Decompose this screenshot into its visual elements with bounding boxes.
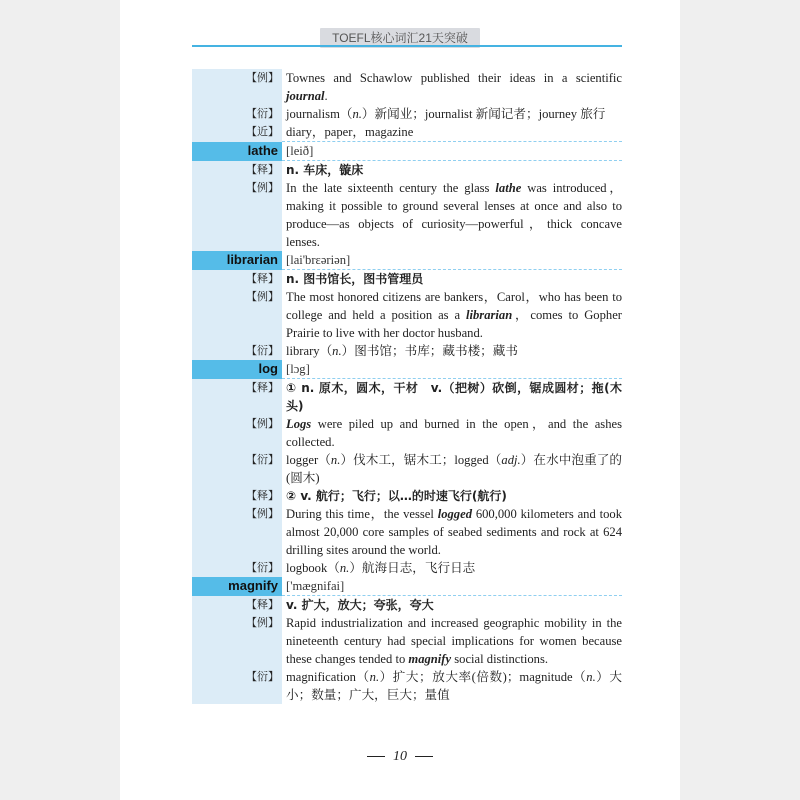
- page-number: 10: [120, 749, 680, 765]
- label-derivative: 【衍】: [192, 668, 282, 704]
- label-definition: 【释】: [192, 596, 282, 614]
- phonetic: ['mægnifai]: [282, 577, 622, 596]
- label-derivative: 【衍】: [192, 105, 282, 123]
- entry-list: [192, 69, 622, 704]
- label-example: 【例】: [192, 614, 282, 668]
- running-title: TOEFL核心词汇21天突破: [320, 28, 480, 48]
- headword-highlight: Logs: [286, 417, 312, 431]
- entry-librarian-derivatives: 【衍】 library（n.）图书馆；书库；藏书楼；藏书: [192, 342, 622, 360]
- entry-log-derivatives-1: 【衍】 logger（n.）伐木工，锯木工；logged（adj.）在水中泡重了的(圆木): [192, 451, 622, 487]
- label-synonym: 【近】: [192, 123, 282, 142]
- label-example: 【例】: [192, 415, 282, 451]
- phonetic: [lai'brɛəriən]: [282, 251, 622, 270]
- label-definition: 【释】: [192, 487, 282, 505]
- label-definition: 【释】: [192, 161, 282, 179]
- header-rule: [192, 45, 622, 47]
- phonetic: [lɔg]: [282, 360, 622, 379]
- headword-highlight: librarian: [466, 308, 513, 322]
- headword-highlight: logged: [437, 507, 472, 521]
- entry-log-derivatives-2: 【衍】 logbook（n.）航海日志，飞行日志: [192, 559, 622, 577]
- label-example: 【例】: [192, 505, 282, 559]
- label-example: 【例】: [192, 179, 282, 251]
- entry-log-example-2: 【例】 During this time，the vessel logged 600,000 kilometers and took almost 20,000 core samples of seabed sediments and rock at 624 drilling sites around the world.: [192, 505, 622, 559]
- entry-magnify-definition: 【释】 v. 扩大，放大；夸张，夸大: [192, 596, 622, 614]
- headword-row-log: [192, 360, 622, 379]
- label-example: 【例】: [192, 69, 282, 105]
- label-derivative: 【衍】: [192, 342, 282, 360]
- headword: log: [192, 360, 282, 379]
- folio-dash-left: [367, 756, 385, 757]
- headword-highlight: magnify: [408, 652, 452, 666]
- entry-librarian-example: 【例】 The most honored citizens are bankers，Carol，who has been to college and held a position as a librarian，comes to Gopher Prairie to live with her doctor husband.: [192, 288, 622, 342]
- label-definition: 【释】: [192, 379, 282, 415]
- entry-magnify-derivatives: 【衍】 magnification（n.）扩大；放大率(倍数)；magnitude（n.）大小；数量；广大，巨大；量值: [192, 668, 622, 704]
- entry-journal-example: 【例】 Townes and Schawlow published their ideas in a scientific journal.: [192, 69, 622, 105]
- entry-librarian-definition: 【释】 n. 图书馆长，图书管理员: [192, 270, 622, 288]
- headword-highlight: lathe: [495, 181, 522, 195]
- entry-lathe-example: 【例】 In the late sixteenth century the glass lathe was introduced，making it possible to ground several lenses at once and also to produce—as objects of curiosity—powerful，thick concave lenses.: [192, 179, 622, 251]
- label-definition: 【释】: [192, 270, 282, 288]
- entry-log-definition-2: 【释】 ② v. 航行；飞行；以…的时速飞行(航行): [192, 487, 622, 505]
- headword-highlight: journal: [286, 89, 325, 103]
- label-derivative: 【衍】: [192, 451, 282, 487]
- entry-journal-derivatives: 【衍】 journalism（n.）新闻业；journalist 新闻记者；journey 旅行: [192, 105, 622, 123]
- headword: magnify: [192, 577, 282, 596]
- headword-row-lathe: [192, 142, 622, 161]
- dictionary-page: [120, 0, 680, 800]
- entry-lathe-definition: 【释】 n. 车床，镟床: [192, 161, 622, 179]
- entry-magnify-example: 【例】 Rapid industrialization and increased geographic mobility in the nineteenth century had special implications for women because these changes tended to magnify social distinctions.: [192, 614, 622, 668]
- label-example: 【例】: [192, 288, 282, 342]
- headword: lathe: [192, 142, 282, 161]
- entry-log-example-1: 【例】 Logs were piled up and burned in the open，and the ashes collected.: [192, 415, 622, 451]
- label-derivative: 【衍】: [192, 559, 282, 577]
- entry-log-definition-1: 【释】 ① n. 原木，圆木，干材 v.（把树）砍倒，锯成圆材；拖(木头): [192, 379, 622, 415]
- headword-row-magnify: [192, 577, 622, 596]
- headword: librarian: [192, 251, 282, 270]
- phonetic: [leið]: [282, 142, 622, 161]
- entry-journal-synonyms: 【近】 diary，paper，magazine: [192, 123, 622, 142]
- folio-dash-right: [415, 756, 433, 757]
- headword-row-librarian: [192, 251, 622, 270]
